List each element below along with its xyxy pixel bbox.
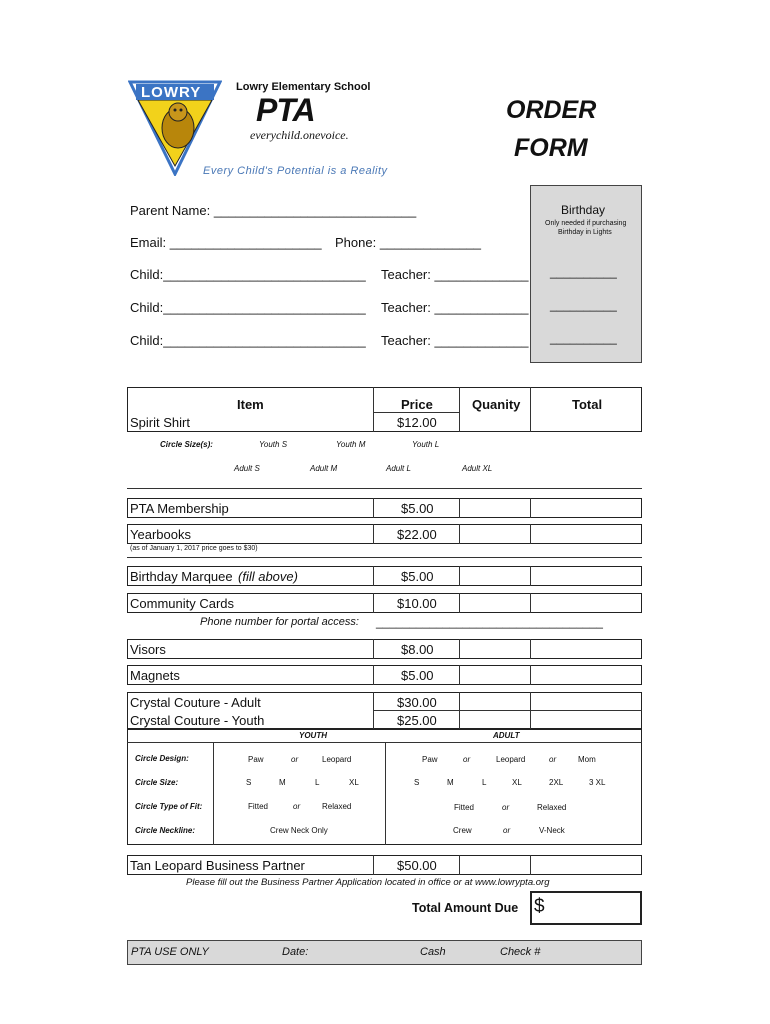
teacher-field-2[interactable]: Teacher: _____________ bbox=[381, 300, 529, 315]
size-youth-l[interactable]: Youth L bbox=[412, 440, 440, 449]
or-text: or bbox=[503, 826, 511, 835]
crystal-adult-price: $30.00 bbox=[397, 695, 437, 710]
birthday-title: Birthday bbox=[561, 203, 606, 217]
birthday-marquee-name: Birthday Marquee bbox=[130, 569, 233, 584]
phone-field[interactable]: Phone: ______________ bbox=[335, 235, 482, 250]
email-field[interactable]: Email: _____________________ bbox=[130, 235, 322, 250]
partner-price: $50.00 bbox=[397, 858, 437, 873]
portal-phone-field[interactable]: __________________________________ bbox=[376, 615, 603, 629]
label-fit: Circle Type of Fit: bbox=[135, 802, 203, 811]
adult-fit-fitted[interactable]: Fitted bbox=[454, 803, 475, 812]
community-cards-price: $10.00 bbox=[397, 596, 437, 611]
partner-name: Tan Leopard Business Partner bbox=[130, 858, 305, 873]
adult-neck-crew[interactable]: Crew bbox=[453, 826, 472, 835]
adult-size-xl[interactable]: XL bbox=[512, 778, 522, 787]
youth-neck-crew[interactable]: Crew Neck Only bbox=[270, 826, 328, 835]
community-cards-name: Community Cards bbox=[130, 596, 235, 611]
birthday-note-1: Only needed if purchasing bbox=[545, 220, 627, 227]
col-price: Price bbox=[401, 397, 433, 412]
adult-header: ADULT bbox=[493, 731, 520, 740]
adult-fit-relaxed[interactable]: Relaxed bbox=[537, 803, 567, 812]
visors-row bbox=[127, 639, 642, 659]
size-adult-s[interactable]: Adult S bbox=[234, 464, 260, 473]
visors-name: Visors bbox=[130, 642, 166, 657]
adult-size-s[interactable]: S bbox=[414, 778, 420, 787]
yearbooks-note: (as of January 1, 2017 price goes to $30) bbox=[130, 545, 258, 552]
slogan: everychild.onevoice. bbox=[250, 128, 349, 142]
birthday-blank-1[interactable]: __________ bbox=[550, 265, 617, 279]
title-form: FORM bbox=[514, 134, 588, 162]
divider bbox=[127, 557, 642, 558]
title-order: ORDER bbox=[506, 96, 597, 124]
total-label: Total Amount Due bbox=[412, 901, 519, 915]
youth-design-leopard[interactable]: Leopard bbox=[322, 755, 352, 764]
col-quantity: Quanity bbox=[472, 397, 521, 412]
col-total: Total bbox=[572, 397, 603, 412]
youth-fit-fitted[interactable]: Fitted bbox=[248, 802, 269, 811]
adult-design-paw[interactable]: Paw bbox=[422, 755, 438, 764]
crystal-adult-name: Crystal Couture - Adult bbox=[130, 695, 261, 710]
yearbooks-name: Yearbooks bbox=[130, 527, 191, 542]
label-size: Circle Size: bbox=[135, 778, 179, 787]
adult-size-m[interactable]: M bbox=[447, 778, 454, 787]
youth-size-xl[interactable]: XL bbox=[349, 778, 359, 787]
membership-name: PTA Membership bbox=[130, 501, 229, 516]
total-symbol: $ bbox=[534, 896, 545, 917]
visors-price: $8.00 bbox=[401, 642, 434, 657]
label-design: Circle Design: bbox=[135, 754, 189, 763]
divider bbox=[127, 488, 642, 489]
cash-label: Cash bbox=[420, 946, 446, 958]
birthday-blank-2[interactable]: __________ bbox=[550, 298, 617, 312]
child-field-2[interactable]: Child:____________________________ bbox=[130, 300, 366, 315]
youth-fit-relaxed[interactable]: Relaxed bbox=[322, 802, 352, 811]
pta-logo-text: PTA bbox=[256, 92, 315, 128]
yearbooks-price: $22.00 bbox=[397, 527, 437, 542]
col-item: Item bbox=[237, 397, 264, 412]
crystal-youth-price: $25.00 bbox=[397, 713, 437, 728]
logo-name: LOWRY bbox=[141, 84, 202, 101]
or-text: or bbox=[293, 802, 301, 811]
birthday-blank-3[interactable]: __________ bbox=[550, 331, 617, 345]
school-name: Lowry Elementary School bbox=[236, 81, 371, 93]
teacher-field-3[interactable]: Teacher: _____________ bbox=[381, 333, 529, 348]
size-youth-s[interactable]: Youth S bbox=[259, 440, 288, 449]
child-field-3[interactable]: Child:____________________________ bbox=[130, 333, 366, 348]
tagline: Every Child's Potential is a Reality bbox=[203, 165, 388, 177]
size-adult-xl[interactable]: Adult XL bbox=[462, 464, 493, 473]
magnets-row bbox=[127, 665, 642, 685]
check-label: Check # bbox=[500, 946, 541, 958]
birthday-marquee-suffix: (fill above) bbox=[238, 569, 298, 584]
circle-sizes-label: Circle Size(s): bbox=[160, 440, 213, 449]
size-adult-m[interactable]: Adult M bbox=[310, 464, 338, 473]
parent-name-field[interactable]: Parent Name: ____________________________ bbox=[130, 203, 417, 218]
membership-price: $5.00 bbox=[401, 501, 434, 516]
adult-design-leopard[interactable]: Leopard bbox=[496, 755, 526, 764]
adult-size-3xl[interactable]: 3 XL bbox=[589, 778, 606, 787]
magnets-name: Magnets bbox=[130, 668, 180, 683]
adult-neck-vneck[interactable]: V-Neck bbox=[539, 826, 565, 835]
child-field-1[interactable]: Child:____________________________ bbox=[130, 267, 366, 282]
spirit-shirt-name: Spirit Shirt bbox=[130, 415, 190, 430]
spirit-shirt-row bbox=[127, 387, 642, 432]
birthday-note-2: Birthday in Lights bbox=[558, 229, 612, 236]
youth-size-m[interactable]: M bbox=[279, 778, 286, 787]
magnets-price: $5.00 bbox=[401, 668, 434, 683]
youth-size-l[interactable]: L bbox=[315, 778, 320, 787]
youth-size-s[interactable]: S bbox=[246, 778, 252, 787]
size-youth-m[interactable]: Youth M bbox=[336, 440, 366, 449]
or-text: or bbox=[291, 755, 299, 764]
partner-note: Please fill out the Business Partner Application located in office or at www.lowrypta.org bbox=[186, 877, 550, 888]
total-box[interactable] bbox=[530, 891, 642, 925]
date-label: Date: bbox=[282, 946, 309, 958]
adult-size-2xl[interactable]: 2XL bbox=[549, 778, 564, 787]
or-text: or bbox=[549, 755, 557, 764]
pta-use-only-label: PTA USE ONLY bbox=[131, 946, 209, 958]
size-adult-l[interactable]: Adult L bbox=[386, 464, 411, 473]
birthday-marquee-price: $5.00 bbox=[401, 569, 434, 584]
spirit-shirt-price: $12.00 bbox=[397, 415, 437, 430]
adult-size-l[interactable]: L bbox=[482, 778, 487, 787]
youth-header: YOUTH bbox=[299, 731, 327, 740]
portal-phone-label: Phone number for portal access: bbox=[200, 616, 359, 628]
youth-design-paw[interactable]: Paw bbox=[248, 755, 264, 764]
or-text: or bbox=[463, 755, 471, 764]
label-neckline: Circle Neckline: bbox=[135, 826, 196, 835]
yearbooks-row bbox=[127, 524, 642, 544]
adult-design-mom[interactable]: Mom bbox=[578, 755, 596, 764]
teacher-field-1[interactable]: Teacher: _____________ bbox=[381, 267, 529, 282]
crystal-youth-name: Crystal Couture - Youth bbox=[130, 713, 265, 728]
or-text: or bbox=[502, 803, 510, 812]
